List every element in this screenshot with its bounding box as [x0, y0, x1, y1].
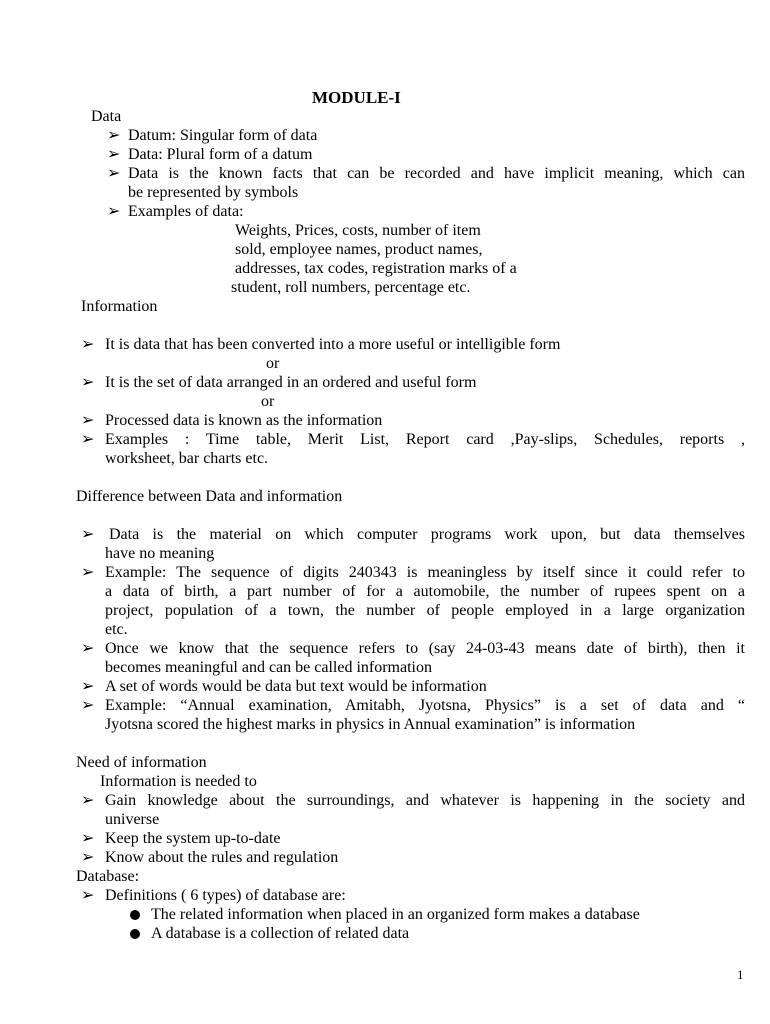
- list-item: ➢ Definitions ( 6 types) of database are:: [81, 887, 346, 904]
- arrow-bullet-icon: ➢: [81, 792, 95, 809]
- page-number: 1: [737, 967, 744, 982]
- list-item: ➢ Know about the rules and regulation: [81, 849, 339, 866]
- difference-heading: Difference between Data and information: [76, 488, 343, 505]
- arrow-bullet-icon: ➢: [81, 431, 95, 448]
- list-item: A database is a collection of related data: [130, 924, 409, 943]
- list-item-text: Examples : Time table, Merit List, Report card ,Pay-slips, Schedules, reports ,: [105, 431, 745, 448]
- list-item-text: Gain knowledge about the surroundings, and whatever is happening in the society and: [105, 792, 745, 809]
- arrow-bullet-icon: ➢: [81, 412, 95, 429]
- list-item: ➢ It is the set of data arranged in an ordered and useful form: [81, 374, 477, 391]
- list-item: The related information when placed in an organized form makes a database: [130, 905, 640, 924]
- database-heading: Database:: [76, 868, 140, 885]
- or-separator: or: [266, 355, 280, 372]
- page-title: MODULE-I: [312, 88, 401, 107]
- list-item-continuation: etc.: [105, 621, 128, 638]
- arrow-bullet-icon: ➢: [81, 526, 95, 543]
- example-line: sold, employee names, product names,: [235, 241, 483, 258]
- list-item-continuation: be represented by symbols: [128, 184, 299, 201]
- list-item-continuation: worksheet, bar charts etc.: [105, 450, 269, 467]
- list-item-continuation: universe: [105, 811, 160, 828]
- list-item-text: Data is the material on which computer programs work upon, but data themselves: [109, 526, 745, 543]
- example-line: addresses, tax codes, registration marks of a: [235, 260, 517, 277]
- arrow-bullet-icon: ➢: [81, 849, 95, 866]
- round-bullet-icon: [130, 910, 140, 920]
- information-heading: Information: [81, 298, 158, 315]
- list-item-continuation: Jyotsna scored the highest marks in physics in Annual examination” is information: [105, 716, 636, 733]
- arrow-bullet-icon: ➢: [107, 203, 121, 220]
- list-item: ➢ A set of words would be data but text would be information: [81, 678, 487, 695]
- arrow-bullet-icon: ➢: [81, 564, 95, 581]
- arrow-bullet-icon: ➢: [107, 165, 121, 182]
- list-item-text: Example: The sequence of digits 240343 is meaningless by itself since it could refer to: [105, 564, 745, 581]
- list-item-continuation: project, population of a town, the number of people employed in a large organization: [105, 602, 745, 619]
- example-line: Weights, Prices, costs, number of item: [235, 222, 481, 239]
- arrow-bullet-icon: ➢: [81, 640, 95, 657]
- arrow-bullet-icon: ➢: [81, 887, 95, 904]
- list-item-continuation: have no meaning: [105, 545, 215, 562]
- list-item-continuation: becomes meaningful and can be called information: [105, 659, 432, 676]
- list-item: ➢ Data: Plural form of a datum: [107, 146, 313, 163]
- arrow-bullet-icon: ➢: [81, 678, 95, 695]
- data-heading: Data: [91, 108, 122, 125]
- list-item-text: Once we know that the sequence refers to (say 24-03-43 means date of birth), then it: [105, 640, 745, 657]
- example-line: student, roll numbers, percentage etc.: [231, 279, 471, 296]
- arrow-bullet-icon: ➢: [81, 374, 95, 391]
- round-bullet-icon: [130, 929, 140, 939]
- arrow-bullet-icon: ➢: [107, 127, 121, 144]
- arrow-bullet-icon: ➢: [81, 336, 95, 353]
- list-item: ➢ Processed data is known as the information: [81, 412, 383, 429]
- list-item-text: Example: “Annual examination, Amitabh, Jyotsna, Physics” is a set of data and “: [105, 697, 745, 714]
- list-item: ➢ Datum: Singular form of data: [107, 127, 318, 144]
- arrow-bullet-icon: ➢: [81, 830, 95, 847]
- or-separator: or: [261, 393, 275, 410]
- list-item-continuation: a data of birth, a part number of for a automobile, the number of rupees spent on a: [105, 583, 745, 600]
- need-heading: Need of information: [76, 754, 207, 771]
- list-item: ➢ Keep the system up-to-date: [81, 830, 281, 847]
- list-item: ➢ It is data that has been converted into a more useful or intelligible form: [81, 336, 561, 353]
- arrow-bullet-icon: ➢: [107, 146, 121, 163]
- list-item-text: Data is the known facts that can be recorded and have implicit meaning, which can: [128, 165, 745, 182]
- arrow-bullet-icon: ➢: [81, 697, 95, 714]
- list-item: ➢ Examples of data:: [107, 203, 244, 220]
- need-subheading: Information is needed to: [100, 773, 257, 790]
